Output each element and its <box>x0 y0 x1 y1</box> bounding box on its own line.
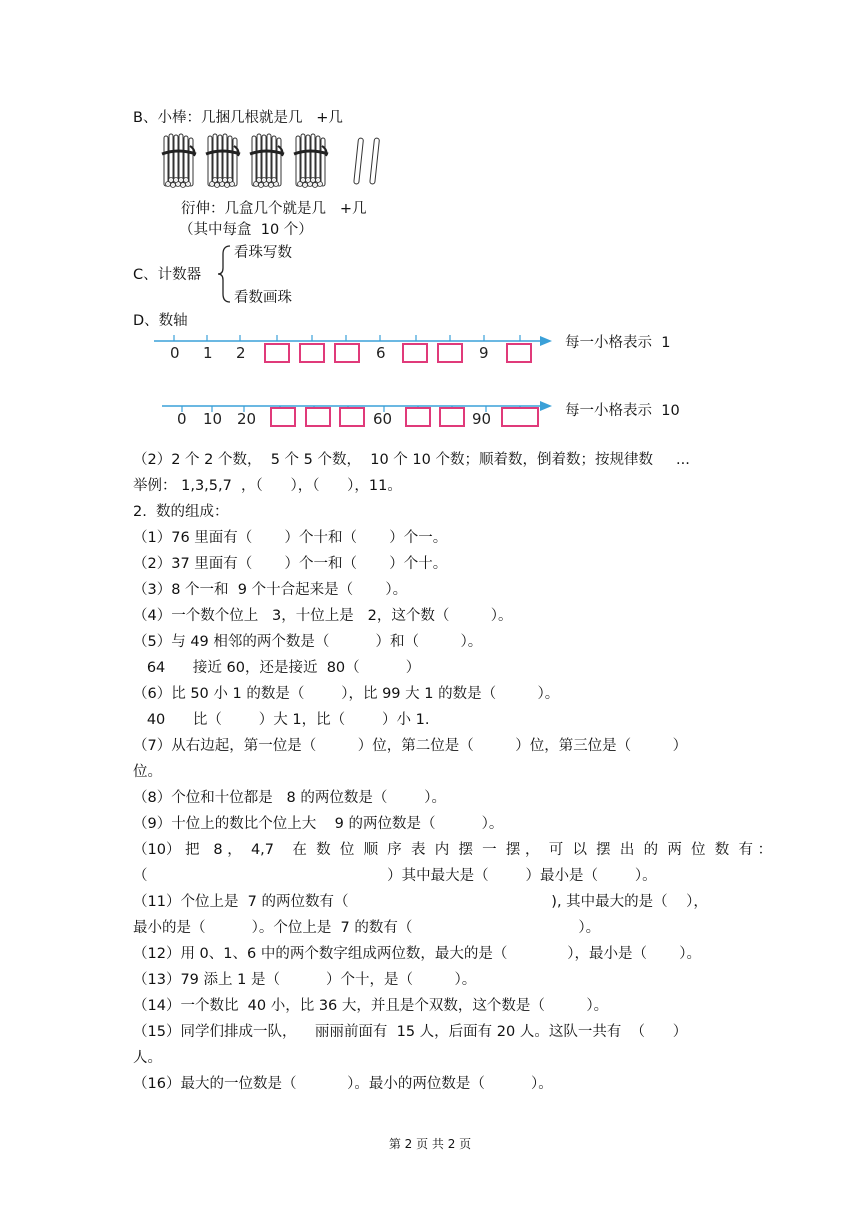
axis-label: 10 <box>203 410 223 428</box>
text-line: （10） 把 8 ， 4,7 在 数 位 顺 序 表 内 摆 一 摆 ， 可 以 摆 出 的 两 位 数 有 ： <box>133 842 773 858</box>
axis-label: 1 <box>203 344 213 362</box>
answer-box[interactable] <box>270 407 296 427</box>
text-line: 64 接近 60，还是接近 80（ ） <box>133 660 421 676</box>
section-c-title: C、计数器 <box>133 267 202 283</box>
section-c-branch2: 看数画珠 <box>234 290 292 306</box>
text-line: （9）十位上的数比个位上大 9 的两位数是（ ）。 <box>133 816 504 832</box>
axis-label: 0 <box>177 410 187 428</box>
section-d-title: D、数轴 <box>133 313 188 329</box>
text-line: （12）用 0、1、6 中的两个数字组成两位数，最大的是（ ），最小是（ ）。 <box>133 946 702 962</box>
text-line: （6）比 50 小 1 的数是（ ），比 99 大 1 的数是（ ）。 <box>133 686 560 702</box>
brace-icon <box>216 244 232 304</box>
text-line: （1）76 里面有（ ）个十和（ ）个一。 <box>133 530 448 546</box>
text-line: 2. 数的组成： <box>133 504 229 520</box>
axis-label: 60 <box>373 410 393 428</box>
stick-bundles-image <box>160 132 400 192</box>
answer-box[interactable] <box>402 343 428 363</box>
text-line: （3）8 个一和 9 个十合起来是（ ）。 <box>133 582 408 598</box>
answer-box[interactable] <box>339 407 365 427</box>
text-line: 最小的是（ ）。个位上是 7 的数有（ ）。 <box>133 920 601 936</box>
bundle-icon <box>162 134 196 188</box>
single-sticks-icon <box>354 138 380 184</box>
answer-box[interactable] <box>264 343 290 363</box>
answer-box[interactable] <box>299 343 325 363</box>
text-line: 40 比（ ）大 1，比（ ）小 1. <box>133 712 430 728</box>
text-line: （4）一个数个位上 3，十位上是 2，这个数（ ）。 <box>133 608 513 624</box>
text-line: （5）与 49 相邻的两个数是（ ）和（ ）。 <box>133 634 483 650</box>
text-line: （11）个位上是 7 的两位数有（ ), 其中最大的是（ ）， <box>133 894 708 910</box>
text-line: 人。 <box>133 1050 162 1066</box>
answer-box[interactable] <box>506 343 532 363</box>
text-line: （2）2 个 2 个数， 5 个 5 个数， 10 个 10 个数；顺着数，倒着数；按规律数 ... <box>133 452 690 468</box>
text-line: （14）一个数比 40 小，比 36 大，并且是个双数，这个数是（ ）。 <box>133 998 609 1014</box>
text-line: （16）最大的一位数是（ ）。最小的两位数是（ ）。 <box>133 1076 553 1092</box>
axis-label: 90 <box>472 410 492 428</box>
section-b-extension: 衍伸：几盒几个就是几 +几 <box>181 201 367 217</box>
answer-box[interactable] <box>405 407 431 427</box>
answer-box[interactable] <box>437 343 463 363</box>
page-footer: 第 2 页 共 2 页 <box>388 1137 472 1151</box>
text-line: （8）个位和十位都是 8 的两位数是（ ）。 <box>133 790 447 806</box>
answer-box[interactable] <box>334 343 360 363</box>
text-line: （15）同学们排成一队， 丽丽前面有 15 人，后面有 20 人。这队一共有 （ ） <box>133 1024 688 1040</box>
section-b-title: B、小棒：几捆几根就是几 +几 <box>133 110 343 126</box>
axis-label: 20 <box>237 410 257 428</box>
number-line-2-caption: 每一小格表示 10 <box>565 403 680 419</box>
axis-label: 2 <box>236 344 246 362</box>
text-line: （2）37 里面有（ ）个一和（ ）个十。 <box>133 556 448 572</box>
text-line: （ ）其中最大是（ ）最小是（ ）。 <box>133 868 657 884</box>
text-line: （7）从右边起，第一位是（ ）位，第二位是（ ）位，第三位是（ ） <box>133 738 688 754</box>
answer-box[interactable] <box>501 407 539 427</box>
section-c-branch1: 看珠写数 <box>234 245 292 261</box>
answer-box[interactable] <box>439 407 465 427</box>
section-b-note: （其中每盒 10 个） <box>179 222 313 238</box>
text-line: 位。 <box>133 764 162 780</box>
text-line: 举例： 1,3,5,7 ，（ ），（ ），11。 <box>133 478 402 494</box>
text-line: （13）79 添上 1 是（ ）个十，是（ ）。 <box>133 972 477 988</box>
axis-label: 6 <box>376 344 386 362</box>
answer-box[interactable] <box>305 407 331 427</box>
axis-label: 0 <box>170 344 180 362</box>
axis-label: 9 <box>479 344 489 362</box>
number-line-1-caption: 每一小格表示 1 <box>565 335 671 351</box>
